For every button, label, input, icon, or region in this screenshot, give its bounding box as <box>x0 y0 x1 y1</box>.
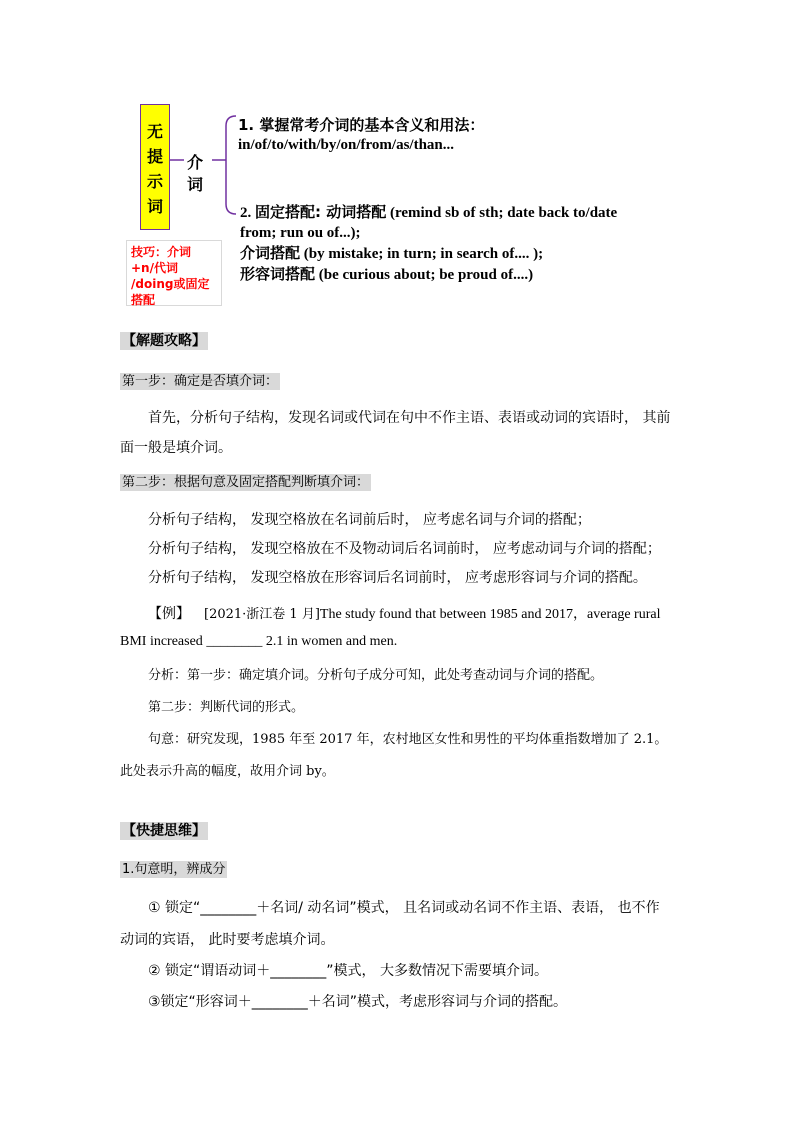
root-node-box <box>140 104 170 230</box>
tip-line: 技巧：介词 <box>131 245 192 259</box>
prep-collocation-label: 介词搭配 <box>240 244 301 262</box>
step2-lines <box>148 510 688 588</box>
section2-heading-wrap <box>120 820 208 840</box>
root-char: 提 <box>146 147 163 166</box>
mindmap-connector-lines <box>168 110 248 220</box>
step1-line2: 面一般是填介词。 <box>120 440 232 456</box>
branch2 <box>240 202 617 285</box>
analysis-line2: 第二步：判断代词的形式。 <box>148 700 305 715</box>
example-sentence-part3: 2.1 in women and men. <box>262 634 398 649</box>
step2-heading-wrap <box>120 471 371 491</box>
branch2-line1 <box>240 202 617 223</box>
step1-heading: 第一步：确定是否填介词： <box>122 374 279 389</box>
analysis-line1: 分析：第一步：确定填介词。分析句子成分可知，此处考查动词与介词的搭配。 <box>148 668 604 683</box>
example-line2 <box>120 634 397 650</box>
meaning-line2: 此处表示升高的幅度，故用介词 by。 <box>120 764 335 779</box>
branch1 <box>238 115 484 155</box>
adj-collocation-label: 形容词搭配 <box>240 265 316 283</box>
step1-line1: 首先，分析句子结构，发现名词或代词在句中不作主语、表语或动词的宾语时， 其前 <box>148 410 671 426</box>
branch2-num: 2. <box>240 205 255 221</box>
item2: ② 锁定“谓语动词＋________”模式， 大多数情况下需要填介词。 <box>148 963 548 979</box>
tip-line: /doing或固定 <box>131 277 210 291</box>
adj-collocation-examples: (be curious about; be proud of....) <box>315 267 534 283</box>
example-sentence-part2: BMI increased <box>120 634 207 649</box>
branch2-line2: from; run ou of...); <box>240 225 361 241</box>
step1-heading-wrap <box>120 370 280 390</box>
section1-heading-wrap <box>120 330 208 350</box>
item1-line1: ① 锁定“________＋名词/ 动名词”模式， 且名词或动名词不作主语、表语， 也不作 <box>148 900 660 916</box>
branch2-verb-examples: (remind sb of sth; date back to/date <box>386 205 618 221</box>
root-char: 示 <box>146 172 163 191</box>
root-char: 词 <box>146 197 163 216</box>
prep-collocation-examples: (by mistake; in turn; in search of.... ); <box>300 246 544 262</box>
branch1-title: 1. 掌握常考介词的基本含义和用法： <box>238 116 485 134</box>
tip-line: 搭配 <box>131 293 156 307</box>
item1-line2: 动词的宾语， 此时要考虑填介词。 <box>120 932 335 948</box>
section2-heading: 【快捷思维】 <box>122 823 206 839</box>
step2-line: 分析句子结构， 发现空格放在不及物动词后名词前时， 应考虑动词与介词的搭配； <box>148 541 661 557</box>
step2-heading: 第二步：根据句意及固定搭配判断填介词： <box>122 475 370 490</box>
root-char: 无 <box>146 122 163 141</box>
example-line1 <box>148 603 660 625</box>
section2-subheading-wrap <box>120 858 227 878</box>
step1-paragraph <box>120 408 680 458</box>
section1-heading: 【解题攻略】 <box>122 333 206 349</box>
branch1-list: in/of/to/with/by/on/from/as/than... <box>238 137 455 153</box>
branch2-title: 固定搭配: 动词搭配 <box>255 203 387 221</box>
example-label: 【例】 <box>148 606 190 622</box>
step2-line: 分析句子结构， 发现空格放在形容词后名词前时， 应考虑形容词与介词的搭配。 <box>148 570 647 586</box>
node-prepositions <box>184 152 206 196</box>
tip-box <box>126 240 222 306</box>
section2-subheading: 1.句意明，辨成分 <box>122 862 226 877</box>
tip-line: +n/代词 <box>131 261 178 275</box>
example-source: [2021·浙江卷 1 月] <box>204 607 320 622</box>
node-char: 介 <box>186 153 203 172</box>
example-blank: ________ <box>206 634 263 649</box>
step2-line: 分析句子结构， 发现空格放在名词前后时， 应考虑名词与介词的搭配； <box>148 512 591 528</box>
node-char: 词 <box>186 175 203 194</box>
branch2-line3 <box>240 243 617 264</box>
meaning-line1: 句意：研究发现，1985 年至 2017 年，农村地区女性和男性的平均体重指数增加了 2.1。 <box>148 732 668 747</box>
item3: ③锁定“形容词＋________＋名词”模式，考虑形容词与介词的搭配。 <box>148 994 568 1010</box>
branch2-line4 <box>240 264 617 285</box>
example-sentence-part1: The study found that between 1985 and 2017，average rural <box>319 607 661 622</box>
